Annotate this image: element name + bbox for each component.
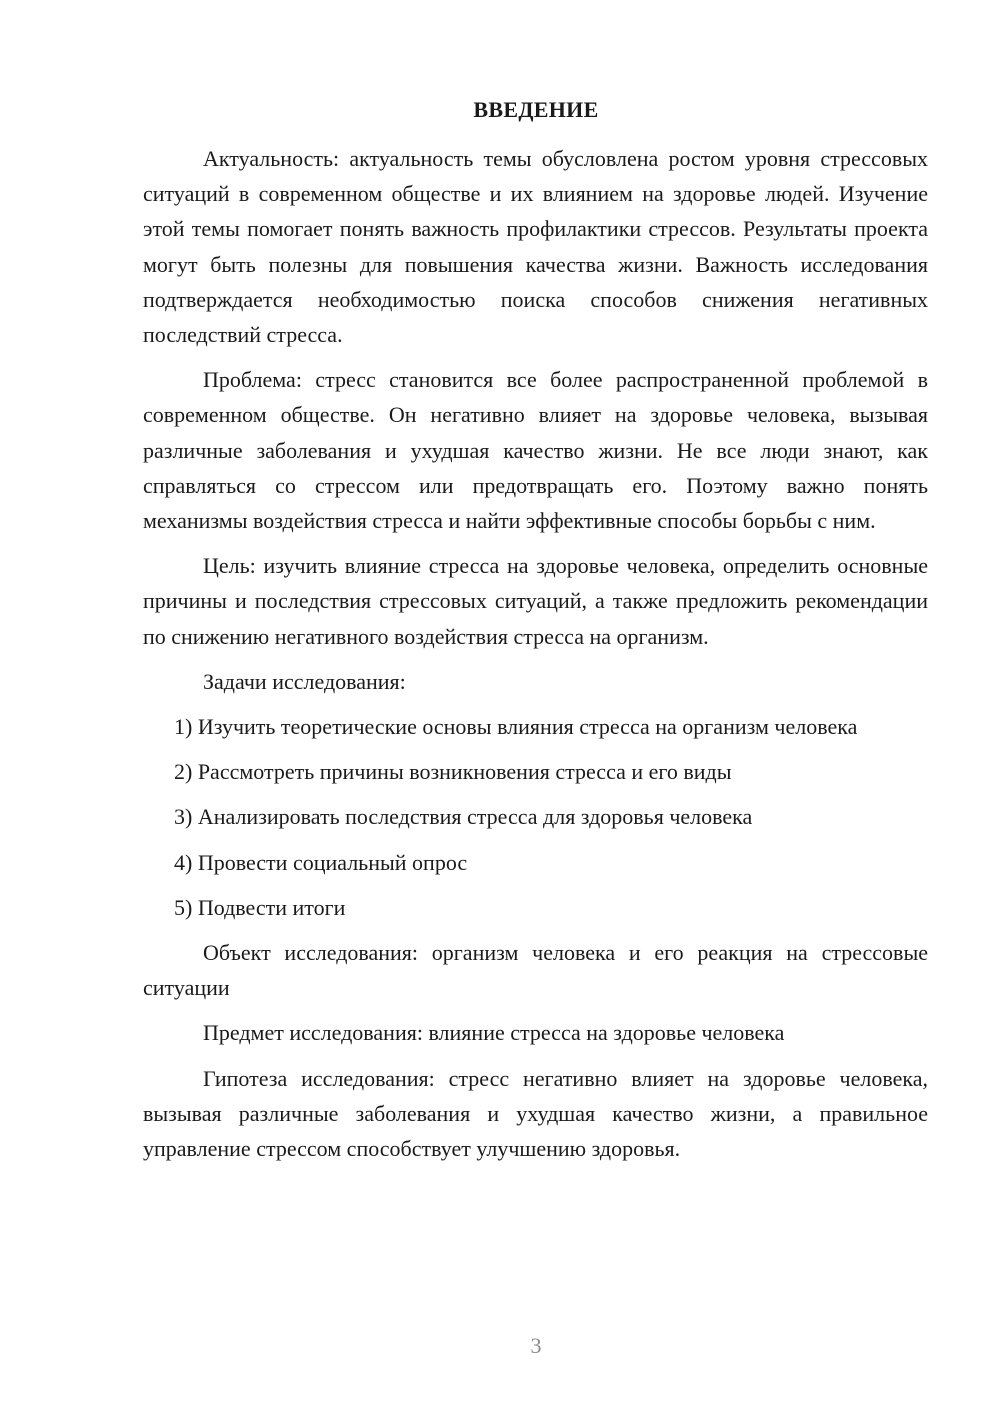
task-item: 4) Провести социальный опрос [174,849,468,875]
goal-paragraph: Цель: изучить влияние стресса на здоровье человека, определить основные причины и последствия стрессовых ситуаций, а также предложить рекомендации по снижению негативного воздействия стресса на организм. [143,553,928,649]
subject-paragraph: Предмет исследования: влияние стресса на здоровье человека [203,1020,785,1046]
hypothesis-paragraph: Гипотеза исследования: стресс негативно влияет на здоровье человека, вызывая различные заболевания и ухудшая качество жизни, а правильное управление стрессом способствует улучшению здоровья. [143,1065,928,1162]
task-item: 1) Изучить теоретические основы влияния стресса на организм человека [174,714,858,740]
document-body [143,141,928,1166]
task-item: 5) Подвести итоги [174,894,346,920]
page-title: ВВЕДЕНИЕ [473,97,599,122]
task-item: 3) Анализировать последствия стресса для здоровья человека [174,804,753,830]
page-number: 3 [530,1333,542,1358]
relevance-paragraph: Актуальность: актуальность темы обусловлена ростом уровня стрессовых ситуаций в современном обществе и их влиянием на здоровье людей. Изучение этой темы помогает понять важность профилактики стрессов. Результаты проекта могут быть полезны для повышения качества жизни. Важность исследования подтверждается необходимостью поиска способов снижения негативных последствий стресса. [143,146,928,348]
object-paragraph: Объект исследования: организм человека и его реакция на стрессовые ситуации [143,940,928,1001]
problem-paragraph: Проблема: стресс становится все более распространенной проблемой в современном обществе. Он негативно влияет на здоровье человека, вызывая различные заболевания и ухудшая качество жизни. Не все люди знают, как справляться со стрессом или предотвращать его. Поэтому важно понять механизмы воздействия стресса и найти эффективные способы борьбы с ним. [143,367,928,534]
task-item: 2) Рассмотреть причины возникновения стресса и его виды [174,759,732,785]
tasks-heading: Задачи исследования: [203,668,406,694]
